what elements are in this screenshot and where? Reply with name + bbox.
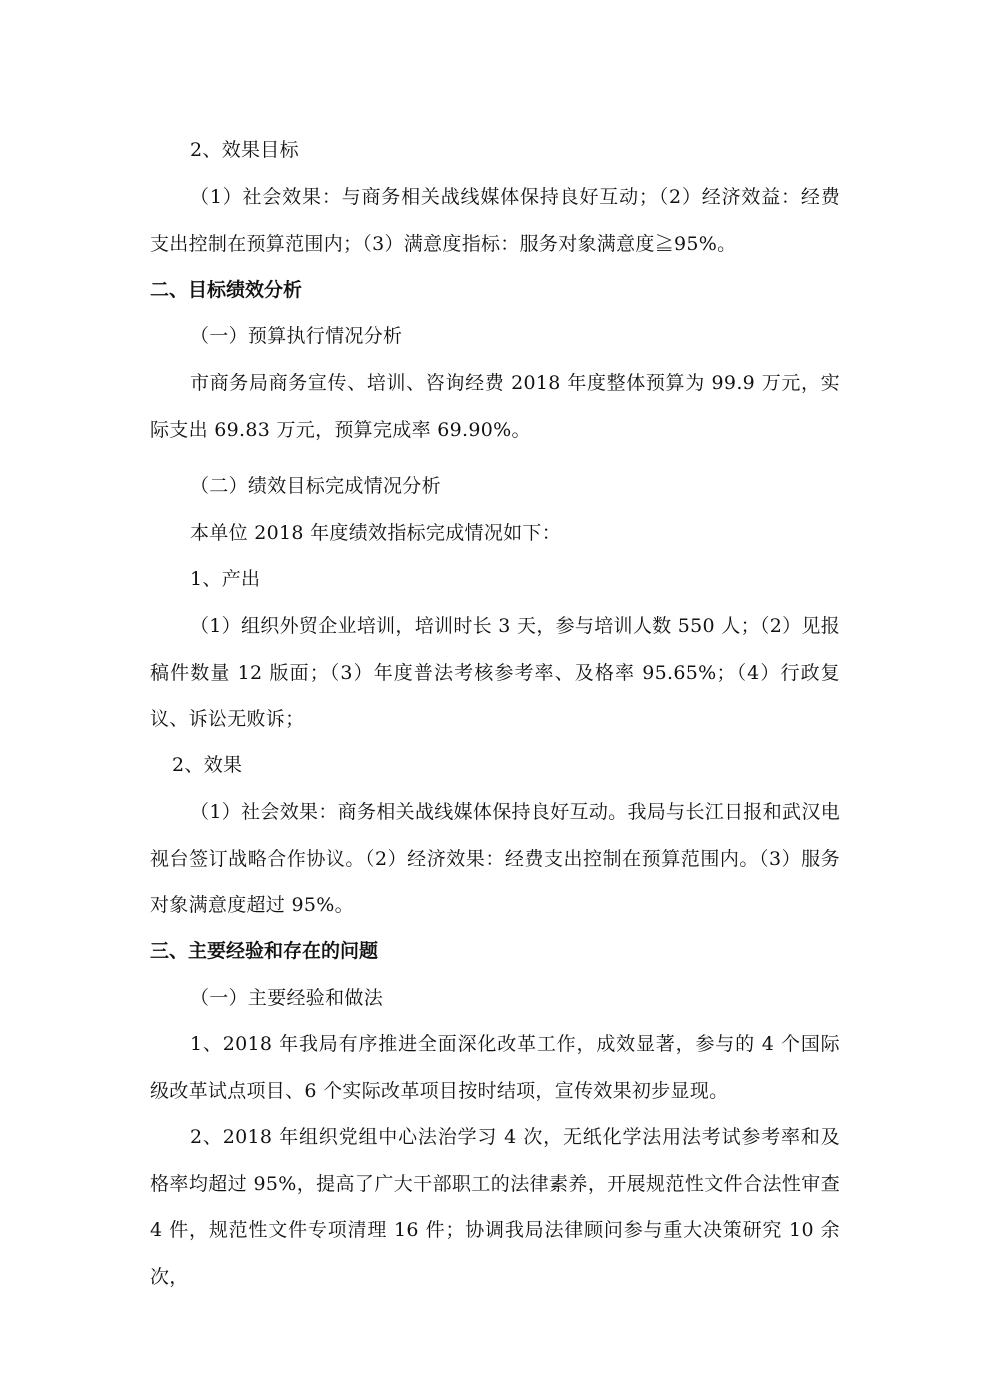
paragraph-effect: （1）社会效果：商务相关战线媒体保持良好互动。我局与长江日报和武汉电视台签订战略合作协议。（2）经济效果：经费支出控制在预算范围内。（3）服务对象满意度超过 95%。: [150, 801, 840, 916]
subsection-title-effect-goals: 2、效果目标: [190, 139, 299, 161]
subsection-title-budget-execution: （一）预算执行情况分析: [190, 325, 403, 347]
paragraph-budget-execution: 市商务局商务宣传、培训、咨询经费 2018 年度整体预算为 99.9 万元，实际支出 69.83 万元，预算完成率 69.90%。: [150, 372, 840, 441]
subsection-title-effect: 2、效果: [172, 754, 243, 776]
subsection-title-output: 1、产出: [190, 568, 261, 590]
paragraph-performance-intro: 本单位 2018 年度绩效指标完成情况如下：: [190, 522, 562, 544]
subsection-title-performance-analysis: （二）绩效目标完成情况分析: [190, 475, 441, 497]
section-heading-3: 三、主要经验和存在的问题: [150, 940, 379, 962]
paragraph-experience-2: 2、2018 年组织党组中心法治学习 4 次，无纸化学法用法考试参考率和及格率均超过 95%，提高了广大干部职工的法律素养，开展规范性文件合法性审查 4 件，规范性文件专项清理 16 件；协调我局法律顾问参与重大决策研究 10 余次，: [150, 1126, 840, 1288]
subsection-title-main-experience: （一）主要经验和做法: [190, 987, 384, 1009]
paragraph-output: （1）组织外贸企业培训，培训时长 3 天，参与培训人数 550 人；（2）见报稿件数量 12 版面；（3）年度普法考核参考率、及格率 95.65%；（4）行政复议、诉讼无败诉；: [150, 615, 840, 730]
section-heading-2: 二、目标绩效分析: [150, 279, 303, 301]
paragraph-experience-1: 1、2018 年我局有序推进全面深化改革工作，成效显著，参与的 4 个国际级改革试点项目、6 个实际改革项目按时结项，宣传效果初步显现。: [150, 1033, 840, 1102]
paragraph-effect-goals: （1）社会效果：与商务相关战线媒体保持良好互动；（2）经济效益：经费支出控制在预算范围内；（3）满意度指标：服务对象满意度≧95%。: [150, 186, 840, 255]
